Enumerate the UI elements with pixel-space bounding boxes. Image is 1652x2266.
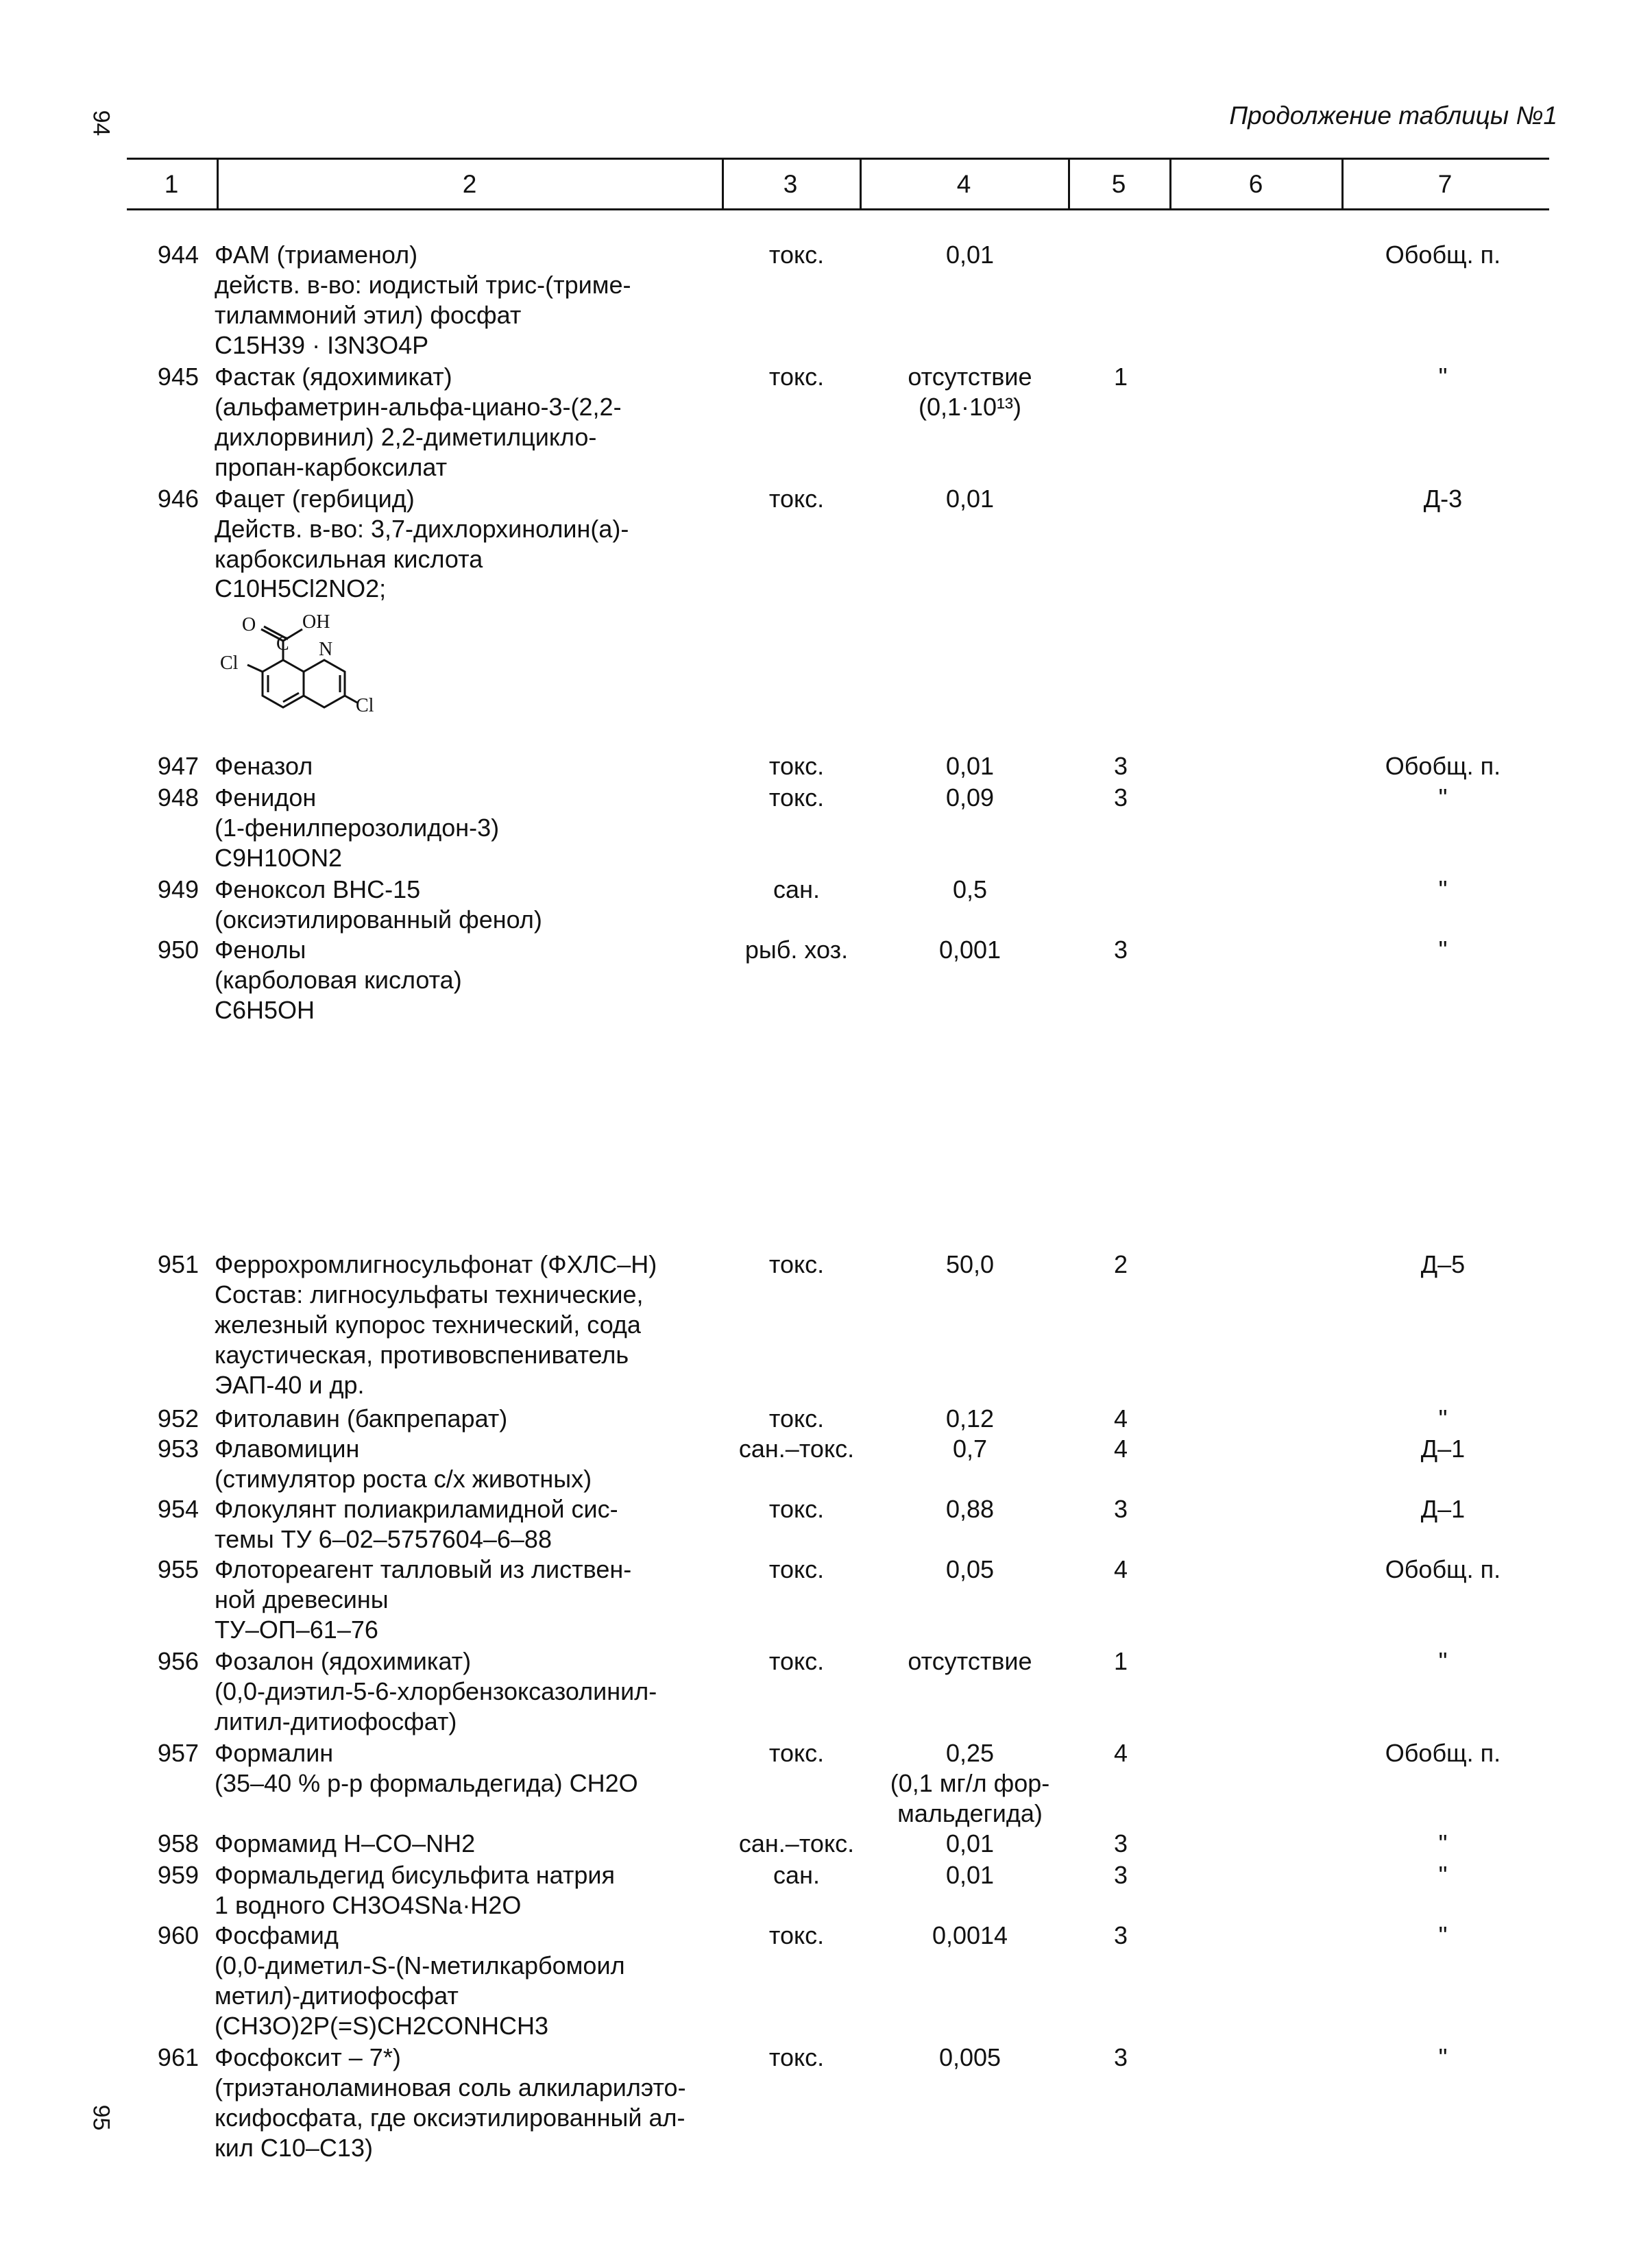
header-col-6: 6 [1248,170,1263,198]
hazard-indicator: токс. [768,1555,825,1583]
quinoline-structure [215,610,413,740]
substance-name-line: Флавомицин [215,1435,360,1463]
concentration [877,1921,1062,1951]
row-number: 958 [157,1829,199,1857]
substance-name-line: каустическая, противовспениватель [215,1341,629,1369]
hazard-indicator: токс. [768,363,825,391]
substance-name [215,1434,736,1494]
header-top-rule [127,158,1549,160]
reference: " [1438,1647,1448,1675]
hazard-class: 1 [1113,1647,1128,1675]
row-number: 957 [157,1739,199,1767]
page-number-top: 94 [88,110,114,136]
hazard-class: 4 [1113,1555,1128,1583]
atom-n: N [319,639,333,660]
substance-name-line: ксифосфата, где оксиэтилированный ал- [215,2104,685,2132]
reference: " [1438,1861,1448,1889]
hazard-indicator: токс. [768,783,825,812]
substance-name-line: C6H5OH [215,996,315,1024]
substance-name-line: Фитолавин (бакпрепарат) [215,1404,508,1433]
concentration-line: 0,0014 [932,1921,1008,1949]
concentration [877,1434,1062,1464]
substance-name-line: Формальдегид бисульфита натрия [215,1861,615,1889]
reference: " [1438,363,1448,391]
row-number: 956 [157,1647,199,1675]
substance-name-line: карбоксильная кислота [215,545,483,573]
concentration-line: 0,88 [945,1495,995,1523]
substance-name-line: Флокулянт полиакриламидной сис- [215,1495,618,1523]
substance-name-line: Фастак (ядохимикат) [215,363,452,391]
substance-name [215,1646,736,1737]
substance-name [215,1738,736,1799]
substance-name-line: (CH3O)2P(=S)CH2CONHCH3 [215,2012,549,2040]
atom-cl-left: Cl [220,653,239,674]
substance-name [215,484,736,574]
reference: Обобщ. п. [1385,1739,1501,1767]
row-number: 950 [157,936,199,964]
substance-name-line: (35–40 % р-р формальдегида) CH2O [215,1769,638,1797]
reference: Обобщ. п. [1385,241,1501,269]
concentration-line: 0,12 [945,1404,995,1433]
row-number: 953 [157,1435,199,1463]
row-number: 952 [157,1404,199,1433]
hazard-indicator: сан. [773,875,820,903]
row-number: 960 [157,1921,199,1949]
header-col-3: 3 [783,170,798,198]
atom-oh: OH [302,611,330,633]
substance-name [215,240,736,361]
concentration [877,1250,1062,1280]
substance-name-line: дихлорвинил) 2,2-диметилцикло- [215,423,597,451]
header-col-1: 1 [164,170,179,198]
hazard-class: 3 [1113,1861,1128,1889]
substance-name-line: C9H10ON2 [215,844,343,872]
substance-name-line: Фенолы [215,936,306,964]
substance-name [215,2043,736,2163]
concentration-line: 0,25 [945,1739,995,1767]
substance-name-line: (триэтаноламиновая соль алкиларилэто- [215,2073,686,2101]
reference: " [1438,1829,1448,1857]
substance-name [215,1921,736,2041]
hazard-class: 3 [1113,936,1128,964]
substance-name-line: Феррохромлигносульфонат (ФХЛС–Н) [215,1250,657,1278]
concentration [877,1646,1062,1677]
row-number: 961 [157,2043,199,2071]
concentration-line: отсутствие [908,363,1032,391]
concentration [877,484,1062,514]
substance-name-line: Состав: лигносульфаты технические, [215,1280,644,1308]
substance-name-line: Формалин [215,1739,334,1767]
substance-name-line: Фосфамид [215,1921,339,1949]
substance-name-line: ТУ–ОП–61–76 [215,1616,378,1644]
concentration [877,1404,1062,1434]
concentration-line: мальдегида) [897,1799,1043,1827]
hazard-class: 2 [1113,1250,1128,1278]
substance-name-line: действ. в-во: иодистый трис-(триме- [215,271,631,299]
hazard-class: 3 [1113,1829,1128,1857]
row-number: 949 [157,875,199,903]
row-number: 948 [157,783,199,812]
row-number: 951 [157,1250,199,1278]
hazard-indicator: токс. [768,1739,825,1767]
reference: Обобщ. п. [1385,1555,1501,1583]
hazard-indicator: токс. [768,2043,825,2071]
row-number: 944 [157,241,199,269]
substance-name [215,875,736,935]
table-caption: Продолжение таблицы №1 [1229,101,1557,130]
concentration [877,2043,1062,2073]
hazard-indicator: токс. [768,1921,825,1949]
reference: " [1438,1404,1448,1433]
concentration-line: (0,1 мг/л фор- [890,1769,1050,1797]
concentration [877,751,1062,781]
reference: Обобщ. п. [1385,752,1501,780]
substance-name [215,1250,736,1400]
col-divider [860,159,862,210]
substance-name-line: (альфаметрин-альфа-циано-3-(2,2- [215,393,622,421]
hazard-class: 4 [1113,1739,1128,1767]
substance-name-line: литил-дитиофосфат) [215,1707,457,1735]
substance-name-line: Фацет (гербицид) [215,485,415,513]
reference: " [1438,1921,1448,1949]
substance-name-line: (оксиэтилированный фенол) [215,905,542,934]
concentration-line: 0,01 [945,752,995,780]
concentration-line: 0,05 [945,1555,995,1583]
concentration [877,1829,1062,1859]
concentration [877,1860,1062,1890]
concentration-line: 0,01 [945,241,995,269]
substance-name [215,1829,736,1859]
hazard-indicator: рыб. хоз. [744,936,849,964]
page-number-bottom: 95 [88,2104,114,2131]
header-bottom-rule [127,208,1549,210]
hazard-indicator: сан.–токс. [738,1829,855,1857]
hazard-class: 3 [1113,1495,1128,1523]
substance-name [215,1860,736,1921]
header-col-5: 5 [1111,170,1126,198]
substance-name [215,783,736,873]
header-col-7: 7 [1437,170,1453,198]
formula-946: C10H5Cl2NO2; [215,574,387,602]
substance-name-line: Феназол [215,752,313,780]
hazard-indicator: токс. [768,1250,825,1278]
hazard-indicator: сан.–токс. [738,1435,855,1463]
concentration [877,783,1062,813]
substance-name-line: C15H39 · I3N3O4P [215,331,429,359]
substance-name-line: темы ТУ 6–02–5757604–6–88 [215,1525,552,1553]
hazard-indicator: токс. [768,1495,825,1523]
substance-name [215,1494,736,1555]
concentration-line: 0,005 [938,2043,1001,2071]
concentration-line: 0,01 [945,485,995,513]
header-col-4: 4 [956,170,971,198]
substance-name-line: 1 водного CH3O4SNa·H2O [215,1891,522,1919]
col-divider [1341,159,1344,210]
substance-name [215,1404,736,1434]
concentration [877,240,1062,270]
substance-name-line: Фосфоксит – 7*) [215,2043,401,2071]
structure-946 [215,574,413,744]
concentration-line: 0,5 [952,875,988,903]
substance-name-line: (0,0-диэтил-5-6-хлорбензоксазолинил- [215,1677,657,1705]
reference: Д-3 [1423,485,1463,513]
substance-name-line: Феноксол ВНС-15 [215,875,421,903]
atom-o: O [242,614,256,635]
substance-name-line: железный купорос технический, сода [215,1311,641,1339]
substance-name-line: ФАМ (триаменол) [215,241,418,269]
atom-cl-right: Cl [356,695,374,716]
concentration [877,1555,1062,1585]
hazard-class: 3 [1113,752,1128,780]
substance-name [215,935,736,1025]
reference: " [1438,936,1448,964]
row-number: 945 [157,363,199,391]
substance-name-line: тиламмоний этил) фосфат [215,301,522,329]
substance-name-line: ЭАП-40 и др. [215,1371,365,1399]
hazard-class: 3 [1113,2043,1128,2071]
substance-name-line: Формамид H–CO–NH2 [215,1829,476,1857]
hazard-indicator: токс. [768,485,825,513]
hazard-indicator: токс. [768,1647,825,1675]
substance-name-line: (карболовая кислота) [215,966,462,994]
hazard-indicator: токс. [768,241,825,269]
hazard-class: 3 [1113,783,1128,812]
concentration-line: 0,001 [938,936,1001,964]
substance-name-line: Действ. в-во: 3,7-дихлорхинолин(а)- [215,515,629,543]
substance-name-line: Фенидон [215,783,317,812]
row-number: 946 [157,485,199,513]
concentration-line: отсутствие [908,1647,1032,1675]
substance-name-line: (0,0-диметил-S-(N-метилкарбомоил [215,1951,625,1979]
concentration-line: 0,01 [945,1861,995,1889]
reference: " [1438,875,1448,903]
substance-name-line: ной древесины [215,1585,389,1613]
substance-name [215,362,736,483]
reference: Д–1 [1420,1495,1466,1523]
header-col-2: 2 [462,170,477,198]
hazard-indicator: токс. [768,752,825,780]
concentration-line: 50,0 [945,1250,995,1278]
row-number: 954 [157,1495,199,1523]
concentration-line: 0,09 [945,783,995,812]
substance-name [215,751,736,781]
concentration [877,362,1062,422]
concentration [877,875,1062,905]
atom-c: C [276,633,289,655]
reference: " [1438,783,1448,812]
substance-name [215,1555,736,1645]
substance-name-line: (1-фенилперозолидон-3) [215,814,500,842]
concentration [877,935,1062,965]
hazard-class: 4 [1113,1404,1128,1433]
row-number: 955 [157,1555,199,1583]
concentration-line: (0,1·10¹³) [918,393,1022,421]
substance-name-line: метил)-дитиофосфат [215,1982,459,2010]
row-number: 947 [157,752,199,780]
concentration [877,1494,1062,1524]
hazard-indicator: токс. [768,1404,825,1433]
substance-name-line: Фозалон (ядохимикат) [215,1647,472,1675]
hazard-indicator: сан. [773,1861,820,1889]
reference: Д–1 [1420,1435,1466,1463]
reference: " [1438,2043,1448,2071]
substance-name-line: Флотореагент талловый из листвен- [215,1555,632,1583]
reference: Д–5 [1420,1250,1466,1278]
substance-name-line: кил C10–C13) [215,2134,373,2162]
concentration-line: 0,01 [945,1829,995,1857]
concentration-line: 0,7 [952,1435,988,1463]
substance-name-line: (стимулятор роста с/х животных) [215,1465,592,1493]
hazard-class: 1 [1113,363,1128,391]
substance-name-line: пропан-карбоксилат [215,453,448,481]
concentration [877,1738,1062,1829]
hazard-class: 4 [1113,1435,1128,1463]
hazard-class: 3 [1113,1921,1128,1949]
row-number: 959 [157,1861,199,1889]
